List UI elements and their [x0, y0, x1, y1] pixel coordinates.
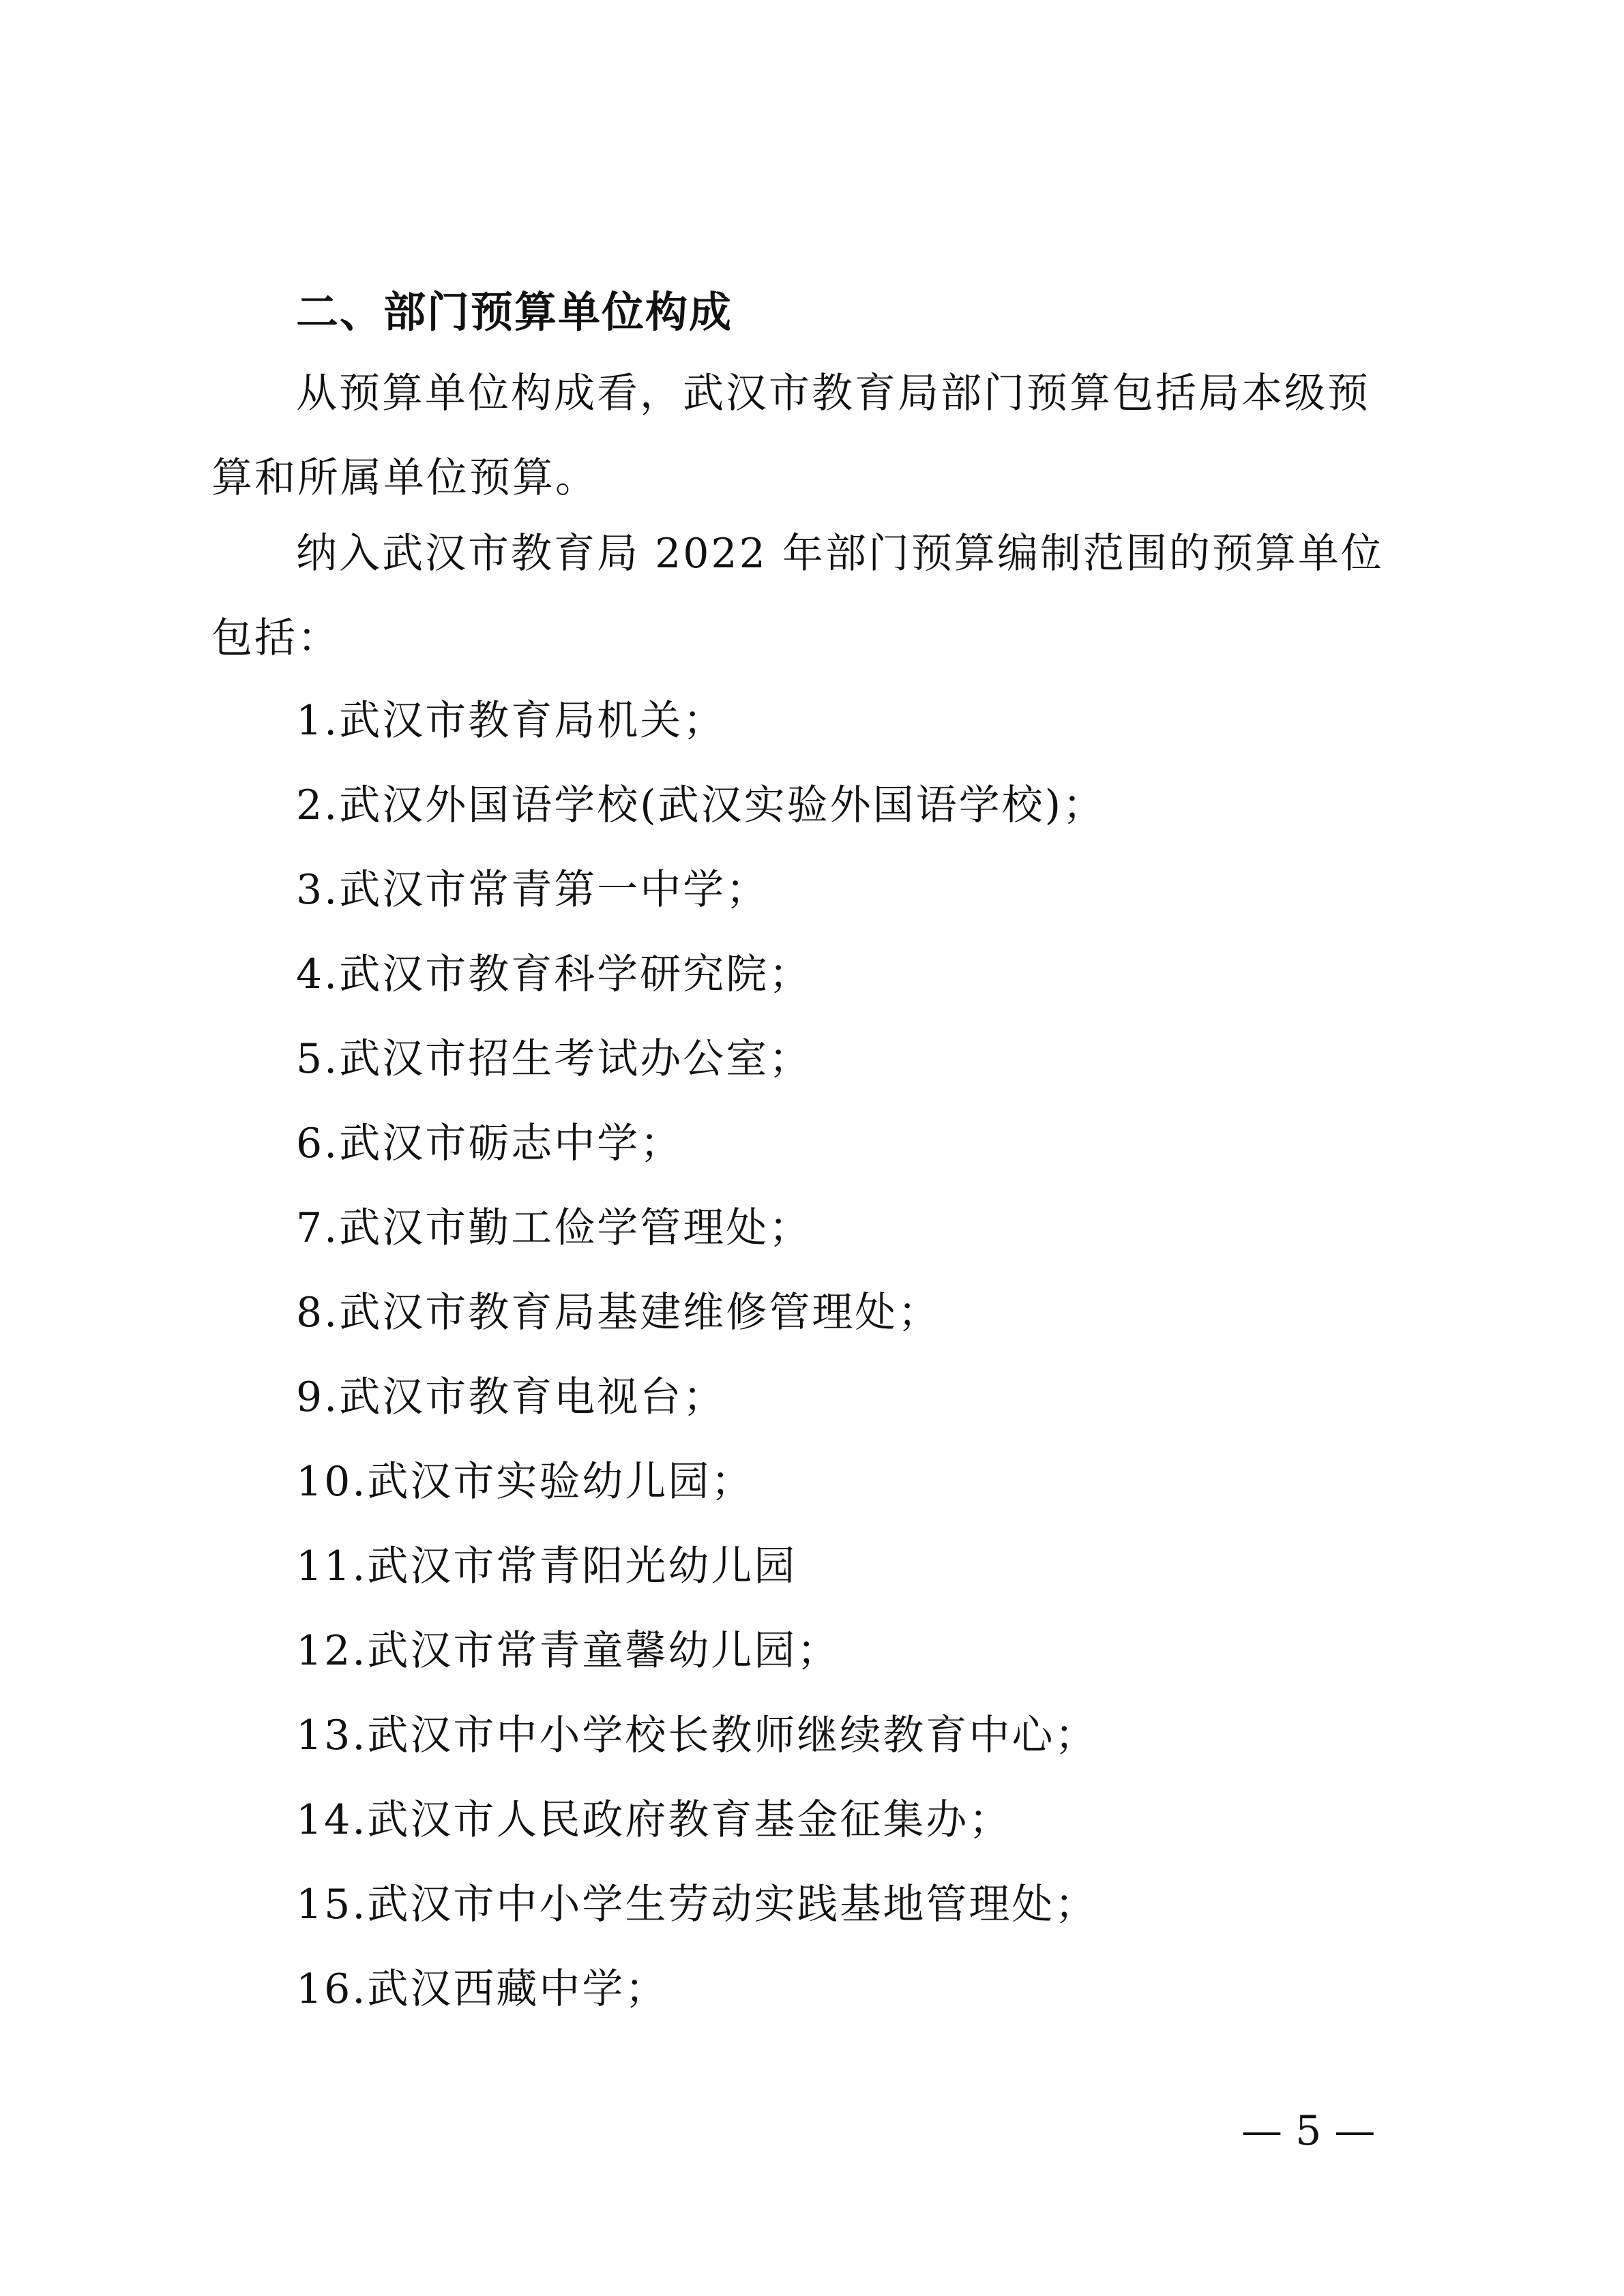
list-item: 5.武汉市招生考试办公室； [296, 1035, 812, 1083]
list-item: 14.武汉市人民政府教育基金征集办； [296, 1796, 1012, 1844]
list-item: 16.武汉西藏中学； [296, 1965, 668, 2013]
list-item: 2.武汉外国语学校(武汉实验外国语学校)； [296, 781, 1106, 829]
list-item: 6.武汉市砺志中学； [296, 1120, 683, 1167]
list-item: 1.武汉市教育局机关； [296, 697, 726, 745]
intro-paragraph: 从预算单位构成看，武汉市教育局部门预算包括局本级预算和所属单位预算。 [211, 370, 1370, 502]
section-heading: 二、部门预算单位构成 [296, 287, 733, 337]
budget-unit-list [296, 679, 1106, 2031]
list-item: 11.武汉市常青阳光幼儿园 [296, 1542, 797, 1590]
list-item: 9.武汉市教育电视台； [296, 1373, 726, 1421]
scope-paragraph: 纳入武汉市教育局 2022 年部门预算编制范围的预算单位包括： [211, 530, 1384, 662]
list-item: 4.武汉市教育科学研究院； [296, 951, 812, 998]
list-item: 13.武汉市中小学校长教师继续教育中心； [296, 1712, 1098, 1759]
page-number: — 5 — [1241, 2107, 1376, 2155]
list-item: 10.武汉市实验幼儿园； [296, 1458, 754, 1506]
list-item: 8.武汉市教育局基建维修管理处； [296, 1289, 941, 1337]
list-item: 15.武汉市中小学生劳动实践基地管理处； [296, 1881, 1098, 1928]
list-item: 7.武汉市勤工俭学管理处； [296, 1204, 812, 1252]
list-item: 12.武汉市常青童馨幼儿园； [296, 1627, 840, 1675]
list-item: 3.武汉市常青第一中学； [296, 866, 769, 914]
